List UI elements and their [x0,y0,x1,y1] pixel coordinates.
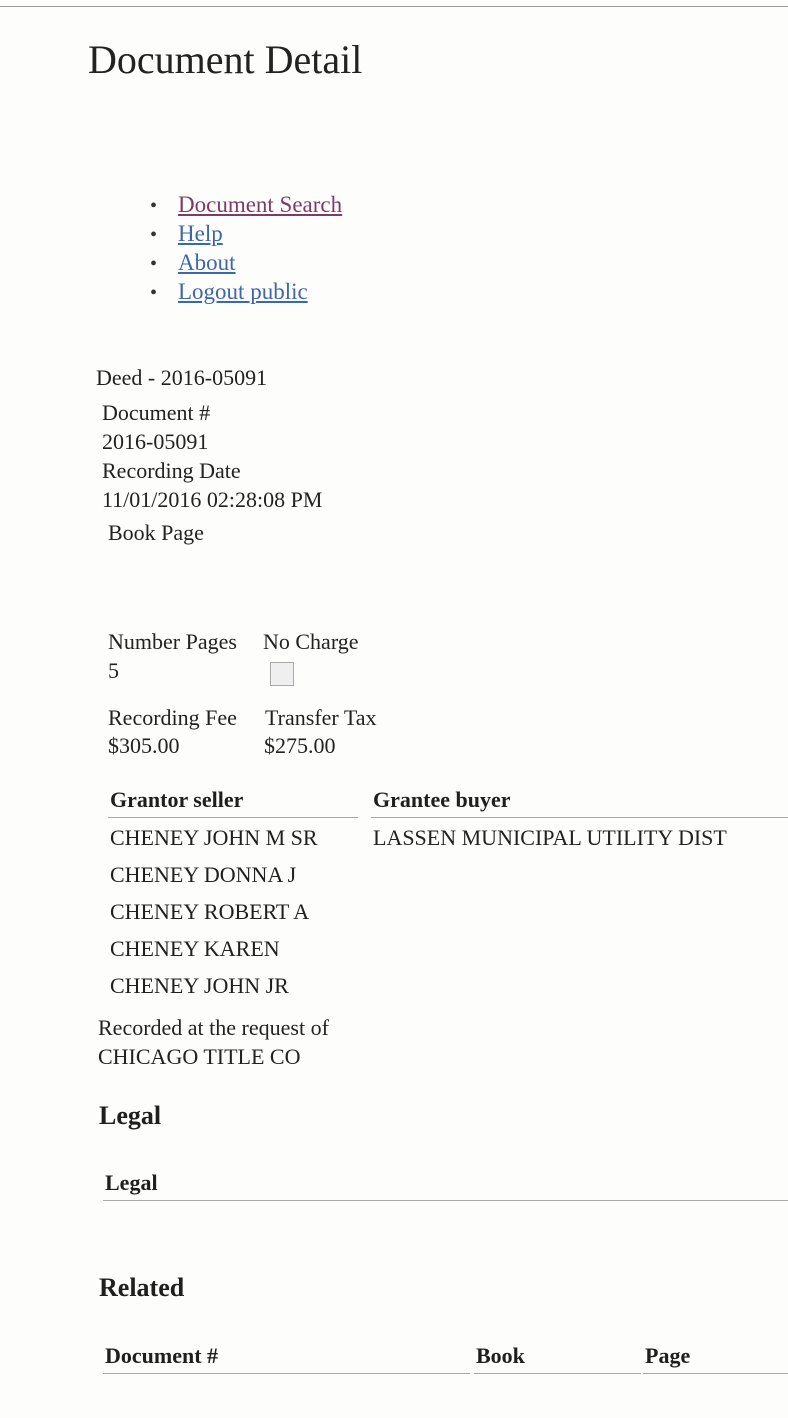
nav-item-about [150,250,342,279]
related-book-column-header: Book [474,1345,641,1374]
doc-number-value: 2016-05091 [102,429,209,454]
legal-column-header: Legal [103,1172,788,1201]
recording-fee-label: Recording Fee [108,705,237,730]
related-document-column-header: Document # [103,1345,470,1374]
recording-date-value: 11/01/2016 02:28:08 PM [102,487,323,512]
nav-list [150,192,342,308]
transfer-tax-label: Transfer Tax [265,705,377,730]
document-heading: Deed - 2016-05091 [96,365,268,390]
grantor-list [110,827,318,1012]
logout-link[interactable]: Logout public [178,279,308,304]
bullet-icon: • [150,195,158,217]
no-charge-checkbox[interactable] [270,662,294,686]
no-charge-label: No Charge [263,629,359,654]
grantee-item: LASSEN MUNICIPAL UTILITY DIST [373,825,727,850]
number-pages-label: Number Pages [108,629,237,654]
grantor-item: CHENEY ROBERT A [110,899,310,924]
recorded-request-value: CHICAGO TITLE CO [98,1044,301,1069]
bullet-icon: • [150,282,158,304]
recording-fee-value: $305.00 [108,733,180,758]
nav-item-logout [150,279,342,308]
number-pages-value: 5 [108,658,119,683]
related-page-column-header: Page [643,1345,788,1374]
bullet-icon: • [150,253,158,275]
document-search-link[interactable]: Document Search [178,192,343,217]
grantor-item: CHENEY JOHN M SR [110,825,318,850]
nav-item-document-search [150,192,342,221]
grantor-item: CHENEY JOHN JR [110,973,289,998]
book-page-label: Book Page [108,520,204,545]
related-section-title: Related [99,1273,185,1302]
recording-date-label: Recording Date [102,458,241,483]
grantee-column-header: Grantee buyer [371,789,788,818]
nav-item-help [150,221,342,250]
about-link[interactable]: About [178,250,236,275]
doc-number-label: Document # [102,400,211,425]
grantor-item: CHENEY DONNA J [110,862,297,887]
bullet-icon: • [150,224,158,246]
transfer-tax-value: $275.00 [264,733,336,758]
recorded-request-label: Recorded at the request of [98,1015,329,1040]
help-link[interactable]: Help [178,221,223,246]
grantor-item: CHENEY KAREN [110,936,280,961]
top-rule [0,6,788,7]
page-title: Document Detail [88,37,363,82]
legal-section-title: Legal [99,1101,162,1130]
grantor-column-header: Grantor seller [108,789,358,818]
